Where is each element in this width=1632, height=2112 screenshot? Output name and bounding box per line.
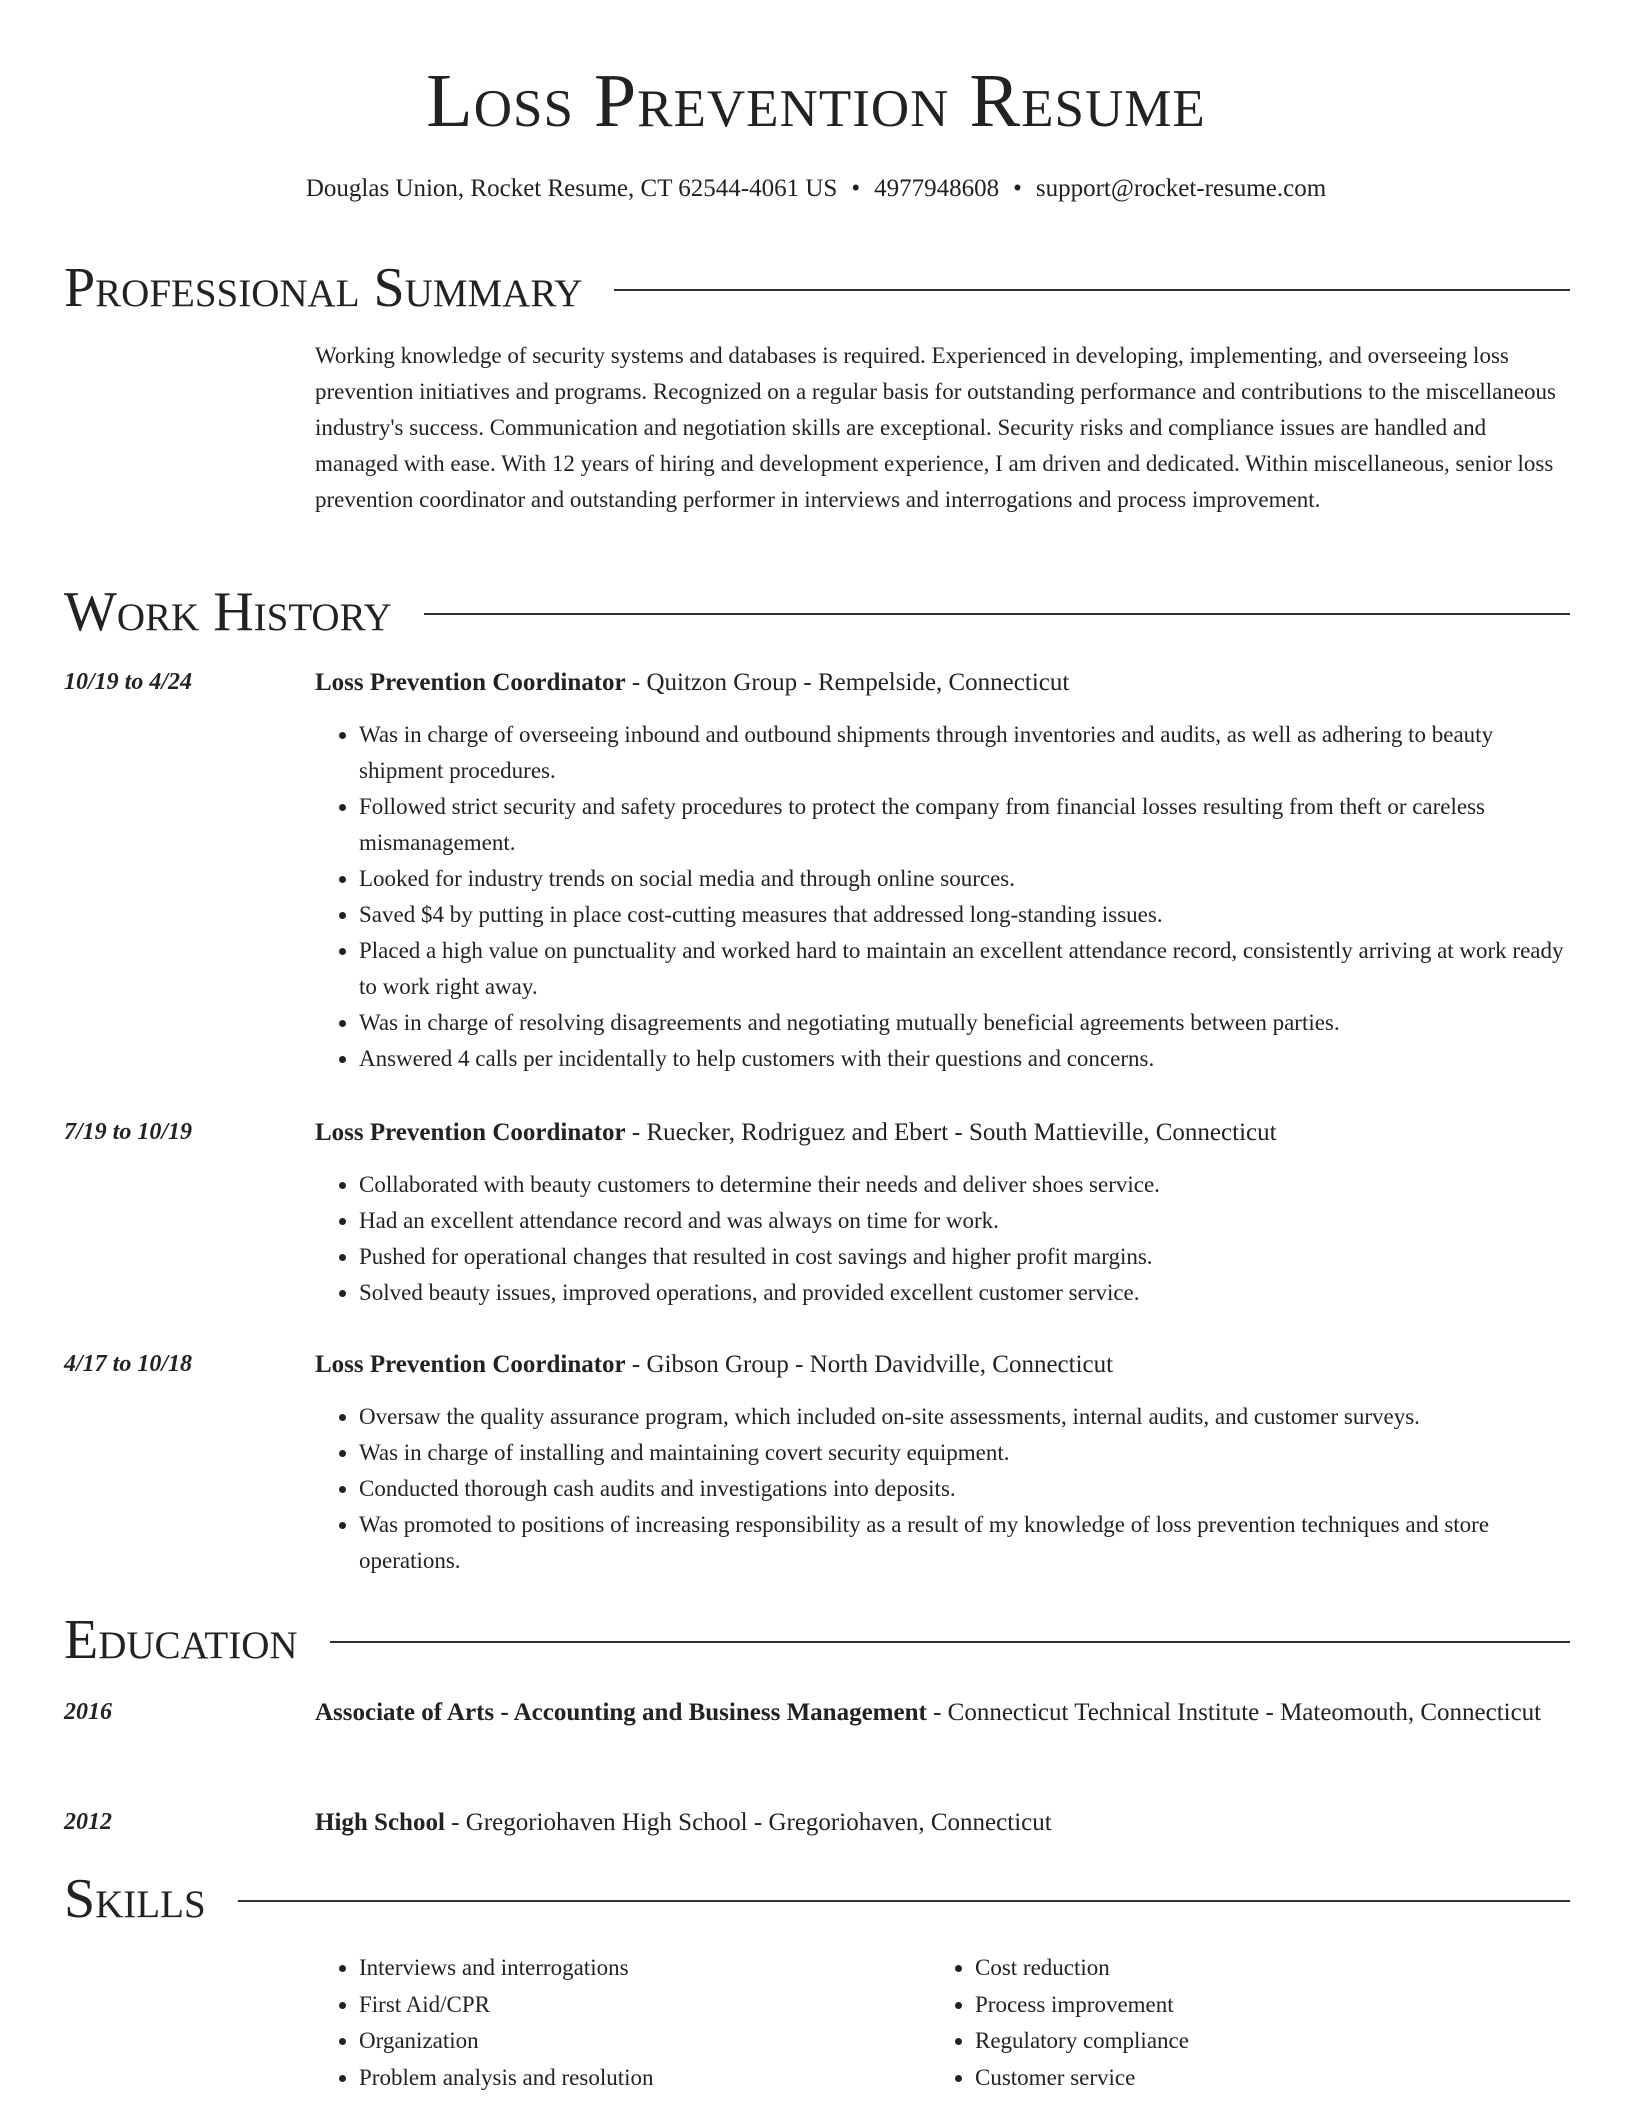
work-body [315, 1346, 1570, 1579]
list-item: • Answered 4 calls per incidentally to help customers with their questions and concerns. [359, 1041, 1570, 1077]
skills-list-left [315, 1950, 931, 2096]
work-bullets [315, 717, 1570, 1077]
skills-columns [315, 1950, 1570, 2096]
list-item: • Followed strict security and safety procedures to protect the company from financial losses resulting from theft or careless mismanagement. [359, 789, 1570, 861]
work-heading [315, 1114, 1570, 1151]
skill-item: • Regulatory compliance [975, 2023, 1547, 2060]
work-heading [315, 1346, 1570, 1383]
work-body [315, 1114, 1570, 1311]
contact-line [0, 172, 1632, 206]
list-item: • Was in charge of overseeing inbound and outbound shipments through inventories and audits, as well as adhering to beauty shipment procedures. [359, 717, 1570, 789]
job-title: Loss Prevention Coordinator [315, 1119, 626, 1146]
list-item: • Pushed for operational changes that resulted in cost savings and higher profit margins. [359, 1239, 1570, 1275]
section-header-education [64, 1608, 1570, 1672]
contact-address: Douglas Union, Rocket Resume, CT 62544-4061 US [305, 175, 838, 202]
section-divider [614, 289, 1570, 291]
education-year: 2012 [64, 1809, 112, 1835]
education-heading [315, 1804, 1570, 1841]
education-details: - Connecticut Technical Institute - Mateomouth, Connecticut [926, 1699, 1542, 1726]
work-bullets [315, 1399, 1570, 1579]
summary-text: Working knowledge of security systems and databases is required. Experienced in developing, implementing, and overseeing loss prevention initiatives and programs. Recognized on a regular basis for outstanding performance and contributions to the miscellaneous industry's success. Communication and negotiation skills are exceptional. Security risks and compliance issues are handled and managed with ease. With 12 years of hiring and development experience, I am driven and dedicated. Within miscellaneous, senior loss prevention coordinator and outstanding performer in interviews and interrogations and process improvement. [315, 343, 1557, 512]
contact-separator: • [1013, 175, 1022, 202]
skill-item: • Interviews and interrogations [359, 1950, 931, 1987]
list-item: • Oversaw the quality assurance program, which included on-site assessments, internal audits, and customer surveys. [359, 1399, 1570, 1435]
skill-item: • Process improvement [975, 1987, 1547, 2024]
contact-email: support@rocket-resume.com [1035, 175, 1327, 202]
skill-item: • Cost reduction [975, 1950, 1547, 1987]
education-body [315, 1804, 1570, 1841]
list-item: • Conducted thorough cash audits and investigations into deposits. [359, 1471, 1570, 1507]
education-year: 2016 [64, 1699, 112, 1725]
job-details: - Quitzon Group - Rempelside, Connecticut [625, 669, 1070, 696]
job-title: Loss Prevention Coordinator [315, 669, 626, 696]
section-header-skills [64, 1867, 1570, 1931]
skills-list-right [931, 1950, 1547, 2096]
section-header-summary [64, 256, 1570, 320]
education-degree: Associate of Arts - Accounting and Business Management [315, 1699, 927, 1726]
skill-item: • Problem analysis and resolution [359, 2060, 931, 2097]
page-title: Loss Prevention Resume [426, 59, 1206, 143]
list-item: • Collaborated with beauty customers to determine their needs and deliver shoes service. [359, 1167, 1570, 1203]
education-body [315, 1694, 1570, 1731]
list-item: • Was in charge of resolving disagreements and negotiating mutually beneficial agreements between parties. [359, 1005, 1570, 1041]
list-item: • Had an excellent attendance record and was always on time for work. [359, 1203, 1570, 1239]
job-details: - Gibson Group - North Davidville, Connecticut [625, 1351, 1114, 1378]
work-dates: 4/17 to 10/18 [64, 1351, 193, 1377]
section-divider [330, 1641, 1570, 1643]
list-item: • Was in charge of installing and maintaining covert security equipment. [359, 1435, 1570, 1471]
job-details: - Ruecker, Rodriguez and Ebert - South Mattieville, Connecticut [625, 1119, 1277, 1146]
skill-item: • Organization [359, 2023, 931, 2060]
contact-separator: • [851, 175, 861, 202]
list-item: • Saved $4 by putting in place cost-cutting measures that addressed long-standing issues. [359, 897, 1570, 933]
work-dates: 7/19 to 10/19 [64, 1119, 193, 1145]
skill-item: • Customer service [975, 2060, 1547, 2097]
contact-phone: 4977948608 [874, 175, 1000, 202]
section-title-summary: Professional Summary [64, 257, 583, 319]
job-title: Loss Prevention Coordinator [315, 1351, 626, 1378]
section-title-skills: Skills [64, 1868, 206, 1930]
section-divider [238, 1900, 1570, 1902]
education-degree: High School [315, 1809, 445, 1836]
list-item: • Was promoted to positions of increasing responsibility as a result of my knowledge of loss prevention techniques and store operations. [359, 1507, 1570, 1579]
list-item: • Placed a high value on punctuality and worked hard to maintain an excellent attendance record, consistently arriving at work ready to work right away. [359, 933, 1570, 1005]
work-heading [315, 664, 1570, 701]
education-heading [315, 1694, 1570, 1731]
section-title-education: Education [64, 1609, 298, 1671]
education-details: - Gregoriohaven High School - Gregoriohaven, Connecticut [444, 1809, 1052, 1836]
list-item: • Solved beauty issues, improved operations, and provided excellent customer service. [359, 1275, 1570, 1311]
list-item: • Looked for industry trends on social media and through online sources. [359, 861, 1570, 897]
work-dates: 10/19 to 4/24 [64, 669, 193, 695]
work-body [315, 664, 1570, 1077]
section-title-work-history: Work History [64, 581, 392, 643]
work-bullets [315, 1167, 1570, 1311]
section-divider [424, 613, 1570, 615]
section-header-work-history [64, 580, 1570, 644]
skill-item: • First Aid/CPR [359, 1987, 931, 2024]
